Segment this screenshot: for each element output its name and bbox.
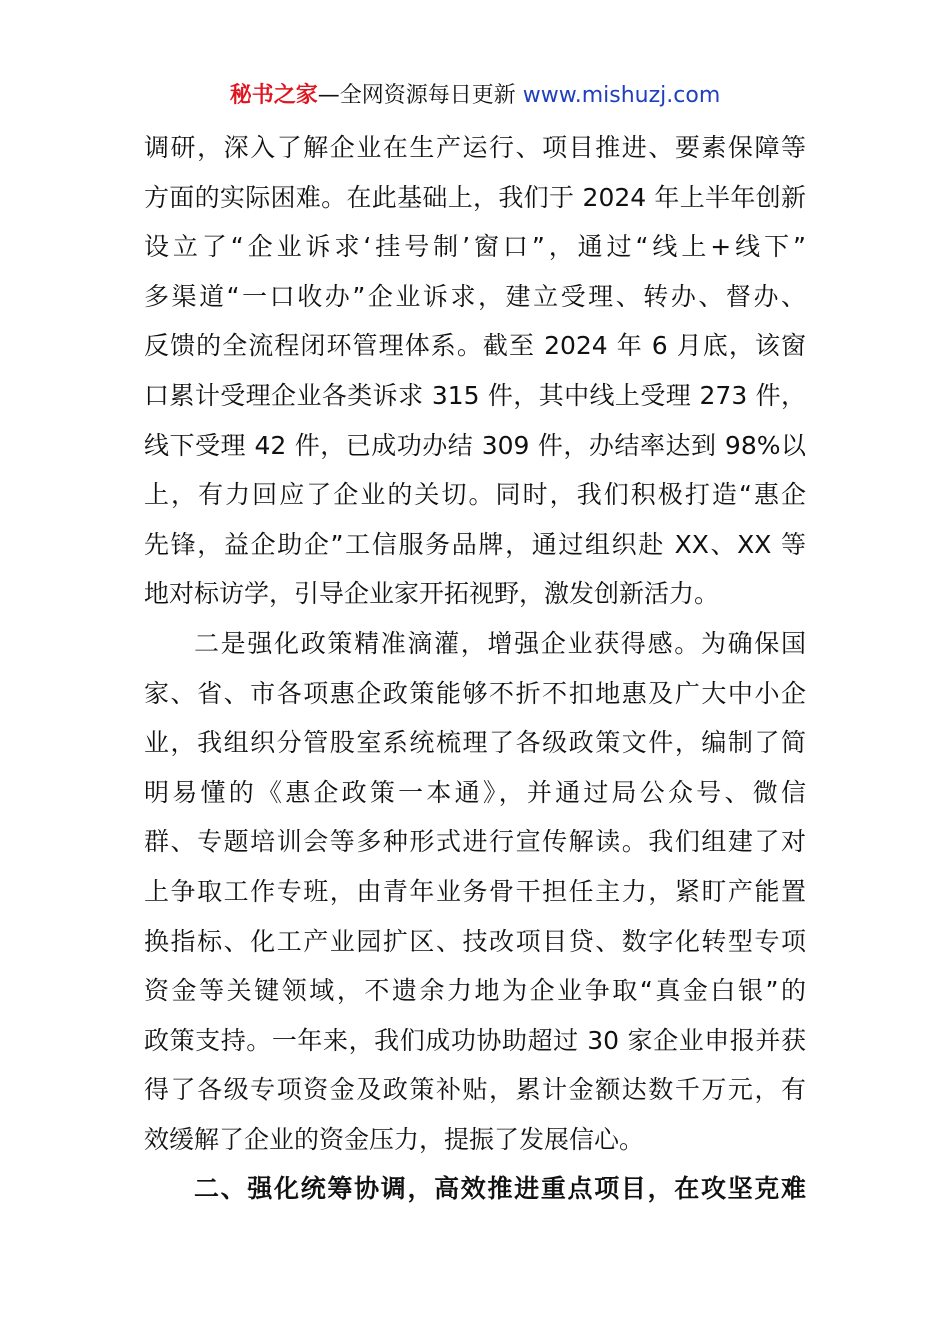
text-line: 效缓解了企业的资金压力，提振了发展信心。 <box>144 1124 645 1154</box>
text-line: 方面的实际困难。在此基础上，我们于 2024 年上半年创新 <box>144 182 806 212</box>
text-line: 口累计受理企业各类诉求 315 件，其中线上受理 273 件， <box>144 380 806 410</box>
text-line: 换指标、化工产业园扩区、技改项目贷、数字化转型专项 <box>144 926 806 956</box>
text-line: 反馈的全流程闭环管理体系。截至 2024 年 6 月底，该窗 <box>144 331 806 361</box>
text-line: 群、专题培训会等多种形式进行宣传解读。我们组建了对 <box>144 827 806 857</box>
document-body <box>144 123 806 1214</box>
text-line: 家、省、市各项惠企政策能够不折不扣地惠及广大中小企 <box>144 678 806 708</box>
text-line: 政策支持。一年来，我们成功协助超过 30 家企业申报并获 <box>144 1025 806 1055</box>
text-line: 上，有力回应了企业的关切。同时，我们积极打造“惠企 <box>144 480 806 510</box>
text-line: 资金等关键领域，不遗余力地为企业争取“真金白银”的 <box>144 976 806 1006</box>
page-header <box>0 80 950 112</box>
text-line: 上争取工作专班，由青年业务骨干担任主力，紧盯产能置 <box>144 876 806 906</box>
text-line: 地对标访学，引导企业家开拓视野，激发创新活力。 <box>144 579 720 609</box>
text-line: 得了各级专项资金及政策补贴，累计金额达数千万元，有 <box>144 1075 806 1105</box>
text-line: 多渠道“一口收办”企业诉求，建立受理、转办、督办、 <box>144 281 806 311</box>
site-url-link[interactable]: www.mishuzj.com <box>522 83 721 108</box>
text-line: 线下受理 42 件，已成功办结 309 件，办结率达到 98%以 <box>144 430 806 460</box>
text-line: 明易懂的《惠企政策一本通》，并通过局公众号、微信 <box>144 777 806 807</box>
section-heading: 二、强化统筹协调，高效推进重点项目，在攻坚克难 <box>194 1174 806 1204</box>
text-line: 先锋，益企助企”工信服务品牌，通过组织赴 XX、XX 等 <box>144 529 806 559</box>
paragraph-first-line: 二是强化政策精准滴灌，增强企业获得感。为确保国 <box>194 628 806 658</box>
text-line: 设立了“企业诉求‘挂号制’窗口”，通过“线上+线下” <box>144 232 806 262</box>
header-tagline: —全网资源每日更新 <box>317 83 523 108</box>
text-line: 调研，深入了解企业在生产运行、项目推进、要素保障等 <box>144 133 806 162</box>
brand-name: 秘书之家 <box>229 83 318 108</box>
text-line: 业，我组织分管股室系统梳理了各级政策文件，编制了简 <box>144 728 806 758</box>
